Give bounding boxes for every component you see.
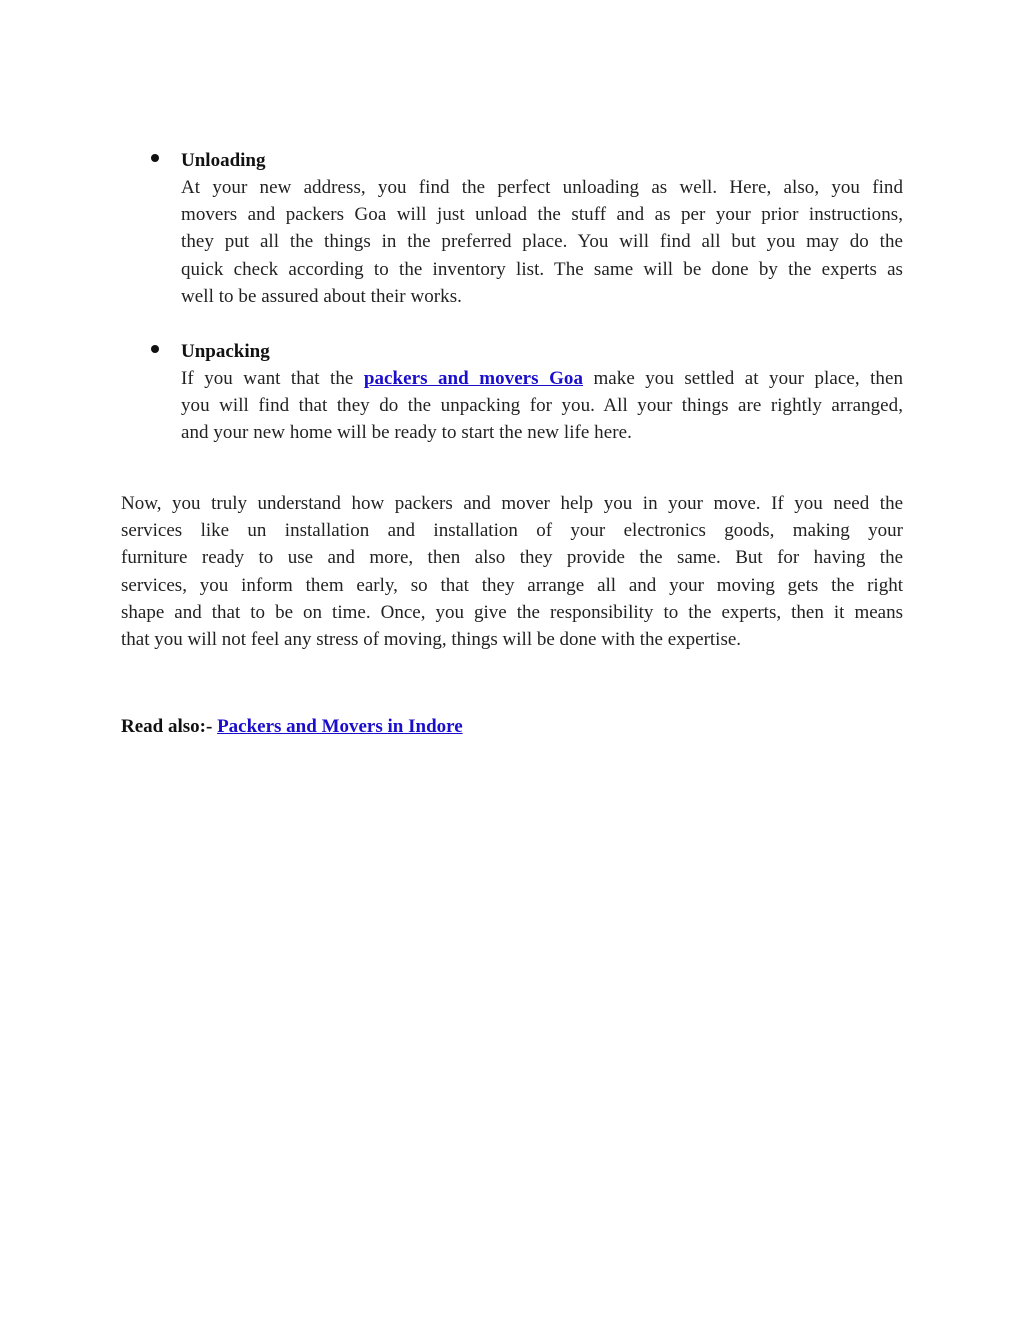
unpacking-line: you will find that they do the unpacking for you. All your things are rightly arranged, <box>181 395 903 417</box>
list-item-unloading <box>181 147 903 310</box>
read-also <box>121 713 463 740</box>
conclusion-line: services, you inform them early, so that they arrange all and your moving gets the right <box>121 574 903 596</box>
unloading-body <box>181 174 903 310</box>
conclusion-line: that you will not feel any stress of moving, things will be done with the expertise. <box>121 629 742 651</box>
unloading-heading: Unloading <box>181 150 266 171</box>
conclusion-line: shape and that to be on time. Once, you give the responsibility to the experts, then it means <box>121 601 903 623</box>
unpacking-text-before: If you want that the <box>181 368 364 389</box>
unpacking-line: and your new home will be ready to start the new life here. <box>181 422 632 444</box>
unloading-line: quick check according to the inventory list. The same will be done by the experts as <box>181 258 903 280</box>
list-item-unpacking <box>181 338 903 447</box>
unpacking-text-after: make you settled at your place, then <box>583 368 903 389</box>
read-also-label: Read also:- <box>121 716 218 737</box>
unloading-line: well to be assured about their works. <box>181 285 462 307</box>
bullet-icon <box>151 154 159 162</box>
unpacking-heading: Unpacking <box>181 341 270 362</box>
unloading-line: movers and packers Goa will just unload the stuff and as per your prior instructions, <box>181 204 903 226</box>
unloading-line: At your new address, you find the perfect unloading as well. Here, also, you find <box>181 177 903 198</box>
unpacking-line-with-link <box>181 365 903 392</box>
conclusion-paragraph <box>121 490 903 653</box>
packers-movers-goa-link[interactable]: packers and movers Goa <box>363 368 583 389</box>
unpacking-body <box>181 365 903 447</box>
conclusion-line: furniture ready to use and more, then also they provide the same. But for having the <box>121 547 903 569</box>
bullet-icon <box>151 345 159 353</box>
unloading-line: they put all the things in the preferred place. You will find all but you may do the <box>181 231 903 253</box>
conclusion-line: Now, you truly understand how packers and mover help you in your move. If you need the <box>121 493 903 514</box>
conclusion-line: services like un installation and installation of your electronics goods, making your <box>121 520 903 542</box>
packers-movers-indore-link[interactable]: Packers and Movers in Indore <box>217 716 463 737</box>
